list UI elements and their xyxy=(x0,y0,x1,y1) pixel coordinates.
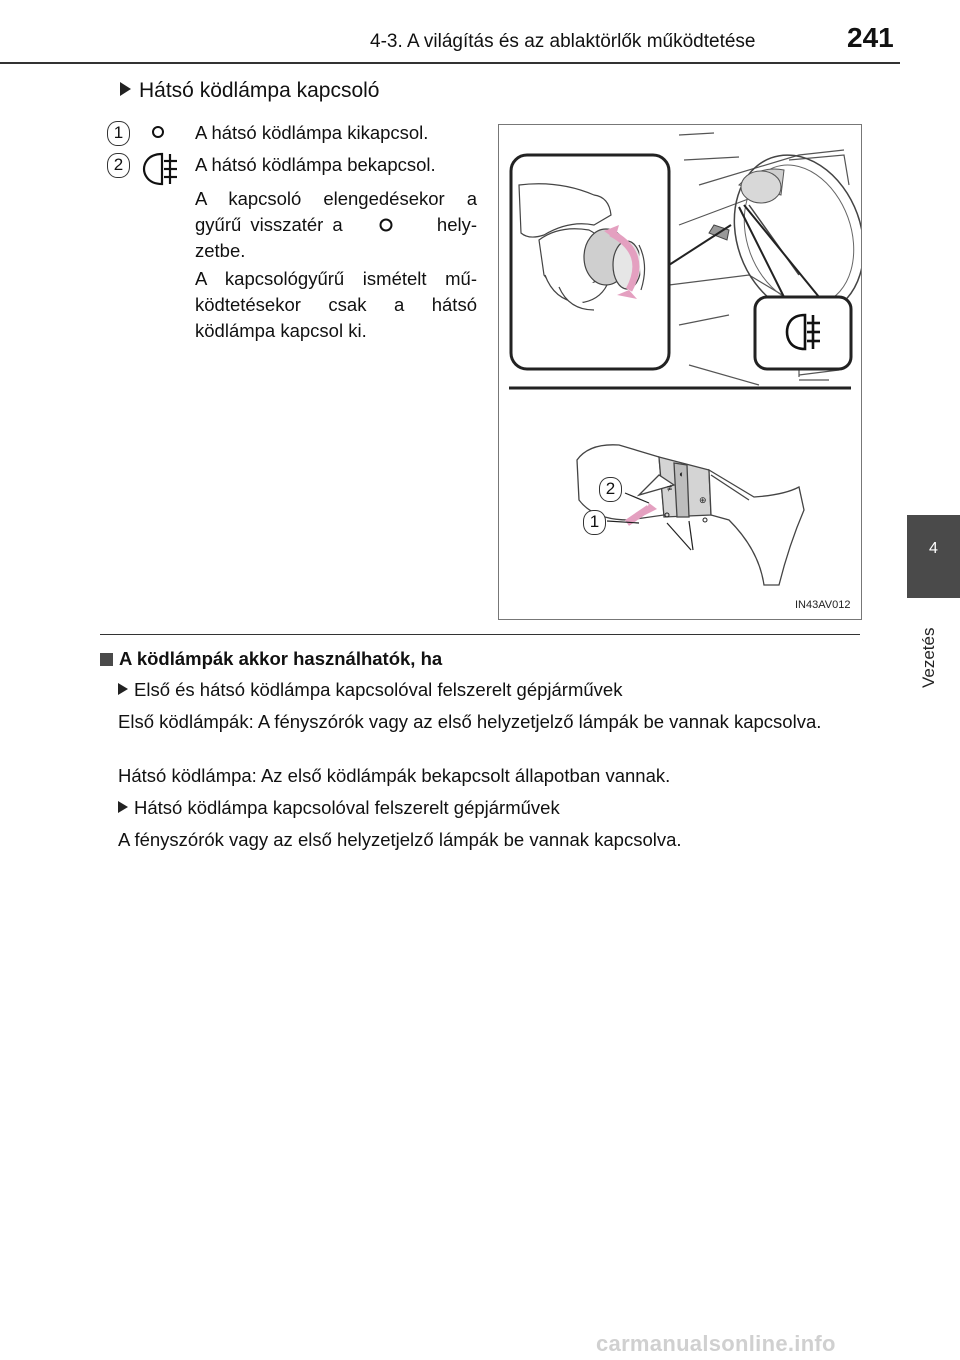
section-title: 4-3. A világítás és az ablaktörlők működtetése xyxy=(370,31,756,52)
watermark: carmanualsonline.info xyxy=(596,1331,836,1356)
notes-heading: A ködlámpák akkor használhatók, ha xyxy=(100,648,442,670)
item-1-text: A hátsó ködlámpa kikapcsol. xyxy=(195,122,429,143)
figure-code: IN43AV012 xyxy=(795,599,851,611)
repeat-operation-paragraph: A kapcsológyűrű ismételt mű-ködtetésekor csak a hátsó ködlámpa kapcsol ki. xyxy=(195,268,477,341)
notes-text-2: Hátsó ködlámpa: Az első ködlámpák bekapcsolt állapotban vannak. xyxy=(118,765,671,786)
triangle-bullet-icon xyxy=(120,82,131,96)
section-heading: Hátsó ködlámpa kapcsoló xyxy=(120,79,379,103)
ring-return-paragraph: A kapcsoló elengedésekor a gyűrű visszatér a hely-zetbe. xyxy=(195,188,478,261)
square-bullet-icon xyxy=(100,653,113,666)
item-number-2: 2 xyxy=(107,153,130,178)
svg-text:≢: ≢ xyxy=(667,483,676,493)
off-circle-icon xyxy=(378,217,394,233)
switch-illustration xyxy=(498,124,862,620)
figure-callout-2: 2 xyxy=(599,477,622,502)
notes-subheading-2: Hátsó ködlámpa kapcsolóval felszerelt gépjárművek xyxy=(118,795,858,821)
triangle-bullet-icon xyxy=(118,801,128,813)
triangle-bullet-icon xyxy=(118,683,128,695)
chapter-label: Vezetés xyxy=(919,627,938,688)
rear-fog-lamp-icon xyxy=(140,150,182,188)
header-rule xyxy=(0,62,900,64)
page-number: 241 xyxy=(847,22,894,53)
notes-text-1: Első ködlámpák: A fényszórók vagy az első helyzetjelző lámpák be vannak kapcsolva. xyxy=(118,711,822,732)
chapter-number: 4 xyxy=(929,540,938,557)
notes-subheading-1: Első és hátsó ködlámpa kapcsolóval felszerelt gépjárművek xyxy=(118,677,858,703)
fog-switch-drawing xyxy=(499,125,861,619)
svg-text:◐: ◐ xyxy=(679,469,685,479)
section-divider xyxy=(100,634,860,635)
off-circle-icon xyxy=(148,123,168,143)
item-number-1: 1 xyxy=(107,121,130,146)
notes-text-3: A fényszórók vagy az első helyzetjelző lámpák be vannak kapcsolva. xyxy=(118,829,682,850)
svg-text:⊕: ⊕ xyxy=(699,495,707,505)
item-2-text: A hátsó ködlámpa bekapcsol. xyxy=(195,154,436,175)
figure-callout-1: 1 xyxy=(583,510,606,535)
